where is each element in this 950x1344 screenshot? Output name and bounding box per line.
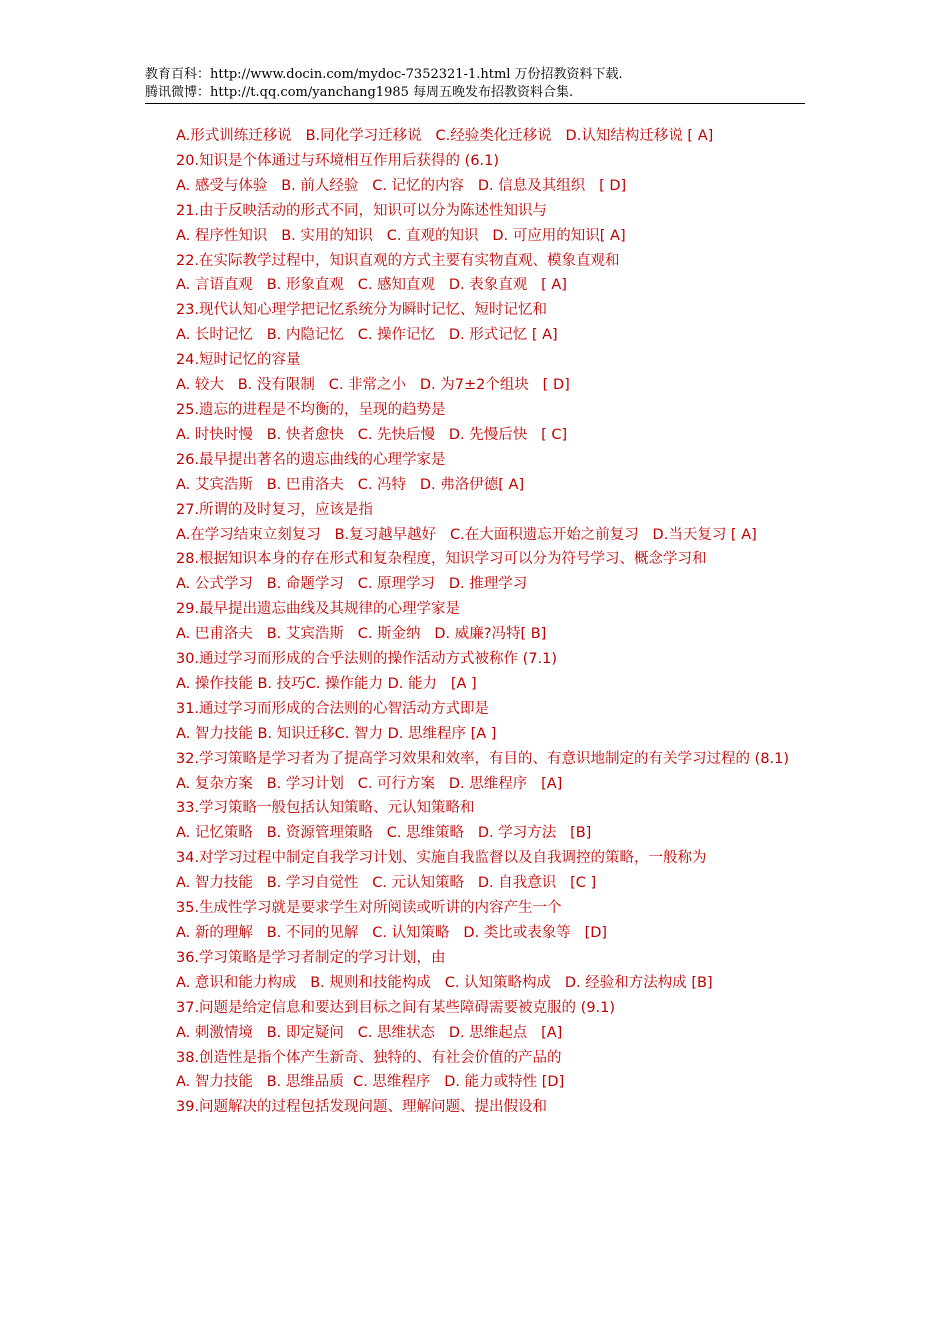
text-line: 36.学习策略是学习者制定的学习计划，由 [176,949,446,966]
text-line: 20.知识是个体通过与环境相互作用后获得的 (6.1) [176,152,500,169]
text-line: 37.问题是给定信息和要达到目标之间有某些障碍需要被克服的 (9.1) [176,999,616,1016]
text-line: A. 刺激情境 B. 即定疑问 C. 思维状态 D. 思维起点 [A] [176,1024,563,1041]
text-line: 30.通过学习而形成的合乎法则的操作活动方式被称作 (7.1) [176,651,558,668]
text-line: A. 意识和能力构成 B. 规则和技能构成 C. 认知策略构成 D. 经验和方法构成 [B] [176,974,713,991]
page-header [145,66,805,104]
text-line: A. 长时记忆 B. 内隐记忆 C. 操作记忆 D. 形式记忆 [ A] [176,327,558,344]
header-line-1: 教育百科：http://www.docin.com/mydoc-7352321-1.html 万份招教资料下载. [145,67,623,82]
text-line: 24.短时记忆的容量 [176,352,301,369]
text-line: 26.最早提出著名的遗忘曲线的心理学家是 [176,451,446,468]
text-line: 35.生成性学习就是要求学生对所阅读或听讲的内容产生一个 [176,900,562,917]
text-line: 31.通过学习而形成的合法则的心智活动方式即是 [176,700,490,717]
text-line: A. 较大 B. 没有限制 C. 非常之小 D. 为7±2个组块 [ D] [176,377,570,394]
text-line: 29.最早提出遗忘曲线及其规律的心理学家是 [176,601,461,618]
text-line: 34.对学习过程中制定自我学习计划、实施自我监督以及自我调控的策略，一般称为 [176,850,707,867]
text-line: A.在学习结束立刻复习 B.复习越早越好 C.在大面积遗忘开始之前复习 D.当天复习 [ A] [176,526,757,543]
text-line: 39.问题解决的过程包括发现问题、理解问题、提出假设和 [176,1099,548,1116]
text-line: A. 记忆策略 B. 资源管理策略 C. 思维策略 D. 学习方法 [B] [176,825,592,842]
text-line: A. 智力技能 B. 学习自觉性 C. 元认知策略 D. 自我意识 [C ] [176,875,597,892]
text-line: A. 公式学习 B. 命题学习 C. 原理学习 D. 推理学习 [176,576,528,593]
text-line: 27.所谓的及时复习，应该是指 [176,501,374,518]
header-line-2: 腾讯微博：http://t.qq.com/yanchang1985 每周五晚发布招教资料合集. [145,85,574,100]
text-line: A. 时快时慢 B. 快者愈快 C. 先快后慢 D. 先慢后快 [ C] [176,426,568,443]
text-line: A. 感受与体验 B. 前人经验 C. 记忆的内容 D. 信息及其组织 [ D] [176,177,627,194]
text-line: A. 操作技能 B. 技巧C. 操作能力 D. 能力 [A ] [176,675,477,692]
text-line: A. 智力技能 B. 知识迁移C. 智力 D. 思维程序 [A ] [176,725,497,742]
text-line: 22.在实际教学过程中，知识直观的方式主要有实物直观、模象直观和 [176,252,620,269]
text-line: 32.学习策略是学习者为了提高学习效果和效率，有目的、有意识地制定的有关学习过程的 (8.1) [176,750,790,767]
text-line: A. 智力技能 B. 思维品质 C. 思维程序 D. 能力或特性 [D] [176,1074,565,1091]
text-line: A. 新的理解 B. 不同的见解 C. 认知策略 D. 类比或表象等 [D] [176,925,608,941]
text-line: 21.由于反映活动的形式不同，知识可以分为陈述性知识与 [176,202,548,219]
text-line: A. 言语直观 B. 形象直观 C. 感知直观 D. 表象直观 [ A] [176,277,567,294]
text-line: 28.根据知识本身的存在形式和复杂程度，知识学习可以分为符号学习、概念学习和 [176,551,707,568]
text-line: 38.创造性是指个体产生新奇、独特的、有社会价值的产品的 [176,1049,562,1066]
text-line: A. 艾宾浩斯 B. 巴甫洛夫 C. 冯特 D. 弗洛伊德[ A] [176,476,525,493]
question-list [145,124,807,1120]
text-line: 25.遗忘的进程是不均衡的，呈现的趋势是 [176,401,446,418]
text-line: A. 程序性知识 B. 实用的知识 C. 直观的知识 D. 可应用的知识[ A] [176,227,626,244]
text-line: A.形式训练迁移说 B.同化学习迁移说 C.经验类化迁移说 D.认知结构迁移说 [ A] [176,128,714,144]
text-line: A. 复杂方案 B. 学习计划 C. 可行方案 D. 思维程序 [A] [176,775,563,792]
text-line: 23.现代认知心理学把记忆系统分为瞬时记忆、短时记忆和 [176,302,548,319]
text-line: 33.学习策略一般包括认知策略、元认知策略和 [176,800,475,817]
text-line: A. 巴甫洛夫 B. 艾宾浩斯 C. 斯金纳 D. 威廉?冯特[ B] [176,626,547,643]
